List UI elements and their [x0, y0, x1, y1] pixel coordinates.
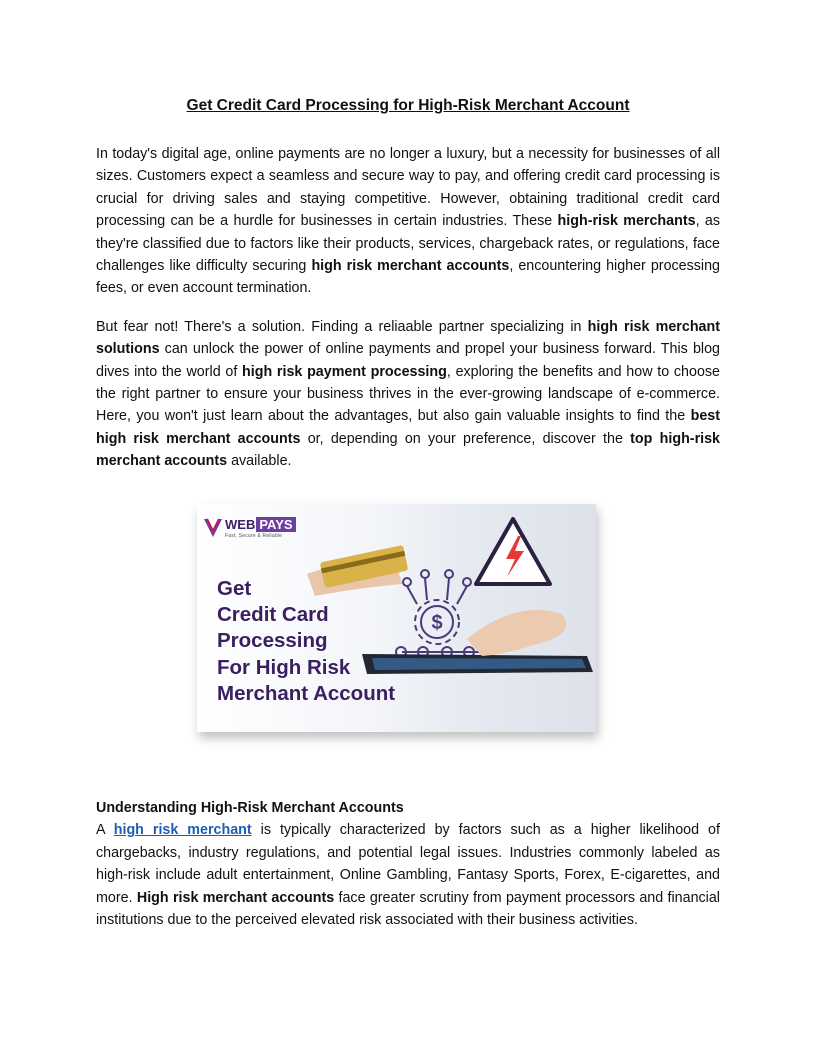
warning-icon — [476, 519, 550, 584]
solution-paragraph — [96, 316, 720, 473]
banner-image — [197, 504, 596, 732]
bold-text: high risk merchant solutions — [96, 318, 720, 358]
headline-line: For High Risk — [217, 655, 351, 679]
banner-headline — [217, 576, 395, 707]
dollar-symbol-icon: $ — [431, 612, 443, 634]
bold-text: high-risk merchants — [557, 213, 696, 230]
text-run: In today's digital age, online payments are no longer a luxury, but a necessity for businesses of all sizes. Customers expect a seamless and secure way to pay, and offering credit card processing is crucial for driving sales and staying competitive. However, obtaining traditional credit card processing can be a hurdle for businesses in certain industries. These — [96, 146, 720, 230]
bold-text: high risk payment processing — [242, 363, 447, 380]
bold-text: High risk merchant accounts — [136, 889, 335, 906]
logo-web-text: WEB — [225, 517, 256, 532]
text-run: is typically characterized by factors such as a higher likelihood of chargebacks, industry regulations, and potential legal issues. Industries commonly labeled as high-risk include adult entertainment, Online Gambling, Fantasy Sports, Forex, E-cigarettes, and more. — [96, 822, 720, 906]
headline-line: Credit Card — [217, 603, 329, 627]
text-run: can unlock the power of online payments and propel your business forward. This blog dives into the world of — [96, 341, 720, 380]
text-run: or, depending on your preference, discover the — [300, 430, 631, 447]
logo-tagline: Fast, Secure & Reliable — [225, 533, 283, 539]
hand-shape-right — [467, 610, 566, 656]
text-run: face greater scrutiny from payment processors and financial institutions due to the perceived elevated risk associated with their business activities. — [96, 889, 720, 929]
bold-text: best high risk merchant accounts — [96, 408, 720, 447]
headline-line: Get — [217, 577, 252, 600]
headline-line: Processing — [217, 629, 328, 653]
text-run: But fear not! There's a solution. Finding a reliaable partner specializing in — [96, 318, 588, 335]
intro-paragraph — [96, 143, 720, 300]
text-run: , encountering higher processing fees, or even account termination. — [96, 258, 720, 297]
bold-text: top high-risk merchant accounts — [96, 430, 721, 470]
section-paragraph — [96, 819, 720, 931]
understanding-section — [96, 797, 720, 947]
headline-line: Merchant Account — [217, 681, 396, 705]
logo-pays-text: PAYS — [256, 517, 295, 532]
document-page — [96, 96, 721, 705]
text-run: , exploring the benefits and how to choose the right partner to ensure your business thrives in the ever-growing landscape of e-commerce. Here, you won't just learn about the advantages, but also gain valuable insights to find the — [96, 363, 720, 425]
bold-text: high risk merchant accounts — [311, 258, 510, 275]
text-run: available. — [227, 453, 292, 470]
webpays-logo-icon — [203, 517, 223, 539]
section-heading: Understanding High-Risk Merchant Accounts — [96, 800, 404, 816]
webpays-logo — [203, 517, 296, 539]
text-run: , as they're classified due to factors like their products, services, chargeback rates, or regulations, face challenges like difficulty securing — [96, 213, 720, 275]
high-risk-merchant-link[interactable]: high risk merchant — [113, 822, 252, 839]
page-title: Get Credit Card Processing for High-Risk Merchant Account — [186, 97, 630, 114]
text-run: A — [96, 822, 114, 839]
